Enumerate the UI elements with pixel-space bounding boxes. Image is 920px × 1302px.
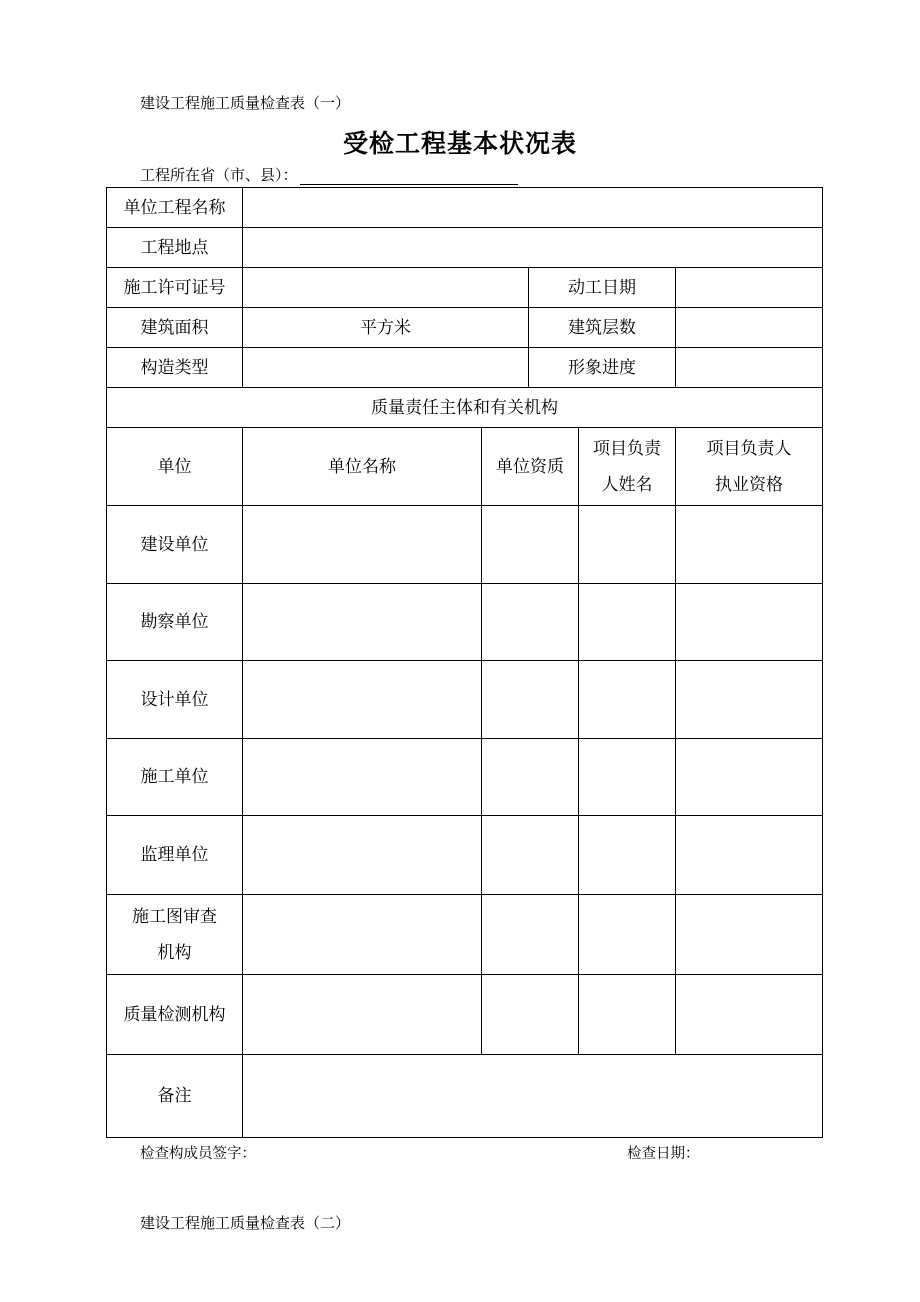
cell-qualification[interactable] xyxy=(482,661,579,739)
label-floor-count: 建筑层数 xyxy=(529,308,676,348)
table-row xyxy=(107,895,823,975)
form-caption-bottom: 建设工程施工质量检查表（二） xyxy=(140,1214,351,1232)
header-leader-cert xyxy=(676,428,823,506)
table-row xyxy=(107,816,823,895)
row-project-site xyxy=(107,228,823,268)
cell-name[interactable] xyxy=(243,506,482,584)
cell-leader-cert[interactable] xyxy=(676,895,823,975)
value-progress[interactable] xyxy=(676,348,823,388)
date-label: 检查日期： xyxy=(627,1146,700,1162)
label-project-site: 工程地点 xyxy=(107,228,243,268)
value-remarks[interactable] xyxy=(243,1055,823,1138)
value-floor-count[interactable] xyxy=(676,308,823,348)
header-unit: 单位 xyxy=(107,428,243,506)
table-row xyxy=(107,739,823,816)
row-label-construction-owner: 建设单位 xyxy=(107,506,243,584)
row-permit xyxy=(107,268,823,308)
table-row xyxy=(107,584,823,661)
row-label-drawing-review-line1: 施工图审查 xyxy=(132,906,217,927)
table-row xyxy=(107,506,823,584)
cell-leader-name[interactable] xyxy=(579,975,676,1055)
cell-qualification[interactable] xyxy=(482,506,579,584)
cell-qualification[interactable] xyxy=(482,816,579,895)
value-permit-no[interactable] xyxy=(243,268,529,308)
value-floor-area[interactable]: 平方米 xyxy=(243,308,529,348)
cell-qualification[interactable] xyxy=(482,895,579,975)
cell-name[interactable] xyxy=(243,816,482,895)
header-leader-name-line2: 人姓名 xyxy=(601,474,653,495)
header-unit-name: 单位名称 xyxy=(243,428,482,506)
row-structure xyxy=(107,348,823,388)
location-input-line[interactable] xyxy=(300,169,518,185)
header-leader-name-line1: 项目负责 xyxy=(593,438,661,459)
row-label-survey: 勘察单位 xyxy=(107,584,243,661)
label-start-date: 动工日期 xyxy=(529,268,676,308)
cell-leader-cert[interactable] xyxy=(676,816,823,895)
cell-leader-name[interactable] xyxy=(579,895,676,975)
cell-leader-name[interactable] xyxy=(579,739,676,816)
form-caption-top: 建设工程施工质量检查表（一） xyxy=(140,94,351,112)
row-area xyxy=(107,308,823,348)
header-leader-cert-line1: 项目负责人 xyxy=(706,438,792,459)
label-structure-type: 构造类型 xyxy=(107,348,243,388)
cell-qualification[interactable] xyxy=(482,739,579,816)
header-leader-cert-line2: 执业资格 xyxy=(715,474,783,495)
cell-leader-name[interactable] xyxy=(579,584,676,661)
location-field xyxy=(140,164,518,185)
value-structure-type[interactable] xyxy=(243,348,529,388)
cell-name[interactable] xyxy=(243,661,482,739)
cell-qualification[interactable] xyxy=(482,584,579,661)
cell-leader-name[interactable] xyxy=(579,661,676,739)
cell-qualification[interactable] xyxy=(482,975,579,1055)
cell-leader-cert[interactable] xyxy=(676,506,823,584)
row-label-drawing-review-line2: 机构 xyxy=(157,942,192,963)
row-unit-project-name xyxy=(107,188,823,228)
cell-name[interactable] xyxy=(243,739,482,816)
value-unit-project-name[interactable] xyxy=(243,188,823,228)
cell-name[interactable] xyxy=(243,584,482,661)
value-project-site[interactable] xyxy=(243,228,823,268)
table-row xyxy=(107,661,823,739)
cell-leader-cert[interactable] xyxy=(676,739,823,816)
table-row xyxy=(107,975,823,1055)
label-unit-project-name: 单位工程名称 xyxy=(107,188,243,228)
cell-leader-cert[interactable] xyxy=(676,661,823,739)
value-start-date[interactable] xyxy=(676,268,823,308)
row-column-headers xyxy=(107,428,823,506)
signature-label: 检查构成员签字： xyxy=(140,1146,256,1162)
label-progress: 形象进度 xyxy=(529,348,676,388)
inspection-table xyxy=(106,187,823,1138)
page-title: 受检工程基本状况表 xyxy=(342,129,577,158)
row-label-drawing-review xyxy=(107,895,243,975)
row-label-supervision: 监理单位 xyxy=(107,816,243,895)
row-label-design: 设计单位 xyxy=(107,661,243,739)
cell-name[interactable] xyxy=(243,975,482,1055)
header-qualification: 单位资质 xyxy=(482,428,579,506)
row-label-contractor: 施工单位 xyxy=(107,739,243,816)
label-floor-area: 建筑面积 xyxy=(107,308,243,348)
cell-name[interactable] xyxy=(243,895,482,975)
cell-leader-name[interactable] xyxy=(579,506,676,584)
label-permit-no: 施工许可证号 xyxy=(107,268,243,308)
row-section-title xyxy=(107,388,823,428)
row-remarks xyxy=(107,1055,823,1138)
header-leader-name xyxy=(579,428,676,506)
cell-leader-name[interactable] xyxy=(579,816,676,895)
cell-leader-cert[interactable] xyxy=(676,584,823,661)
row-label-testing: 质量检测机构 xyxy=(107,975,243,1055)
location-label: 工程所在省（市、县）： xyxy=(140,166,298,184)
cell-leader-cert[interactable] xyxy=(676,975,823,1055)
label-remarks: 备注 xyxy=(107,1055,243,1138)
section-title: 质量责任主体和有关机构 xyxy=(107,388,823,428)
